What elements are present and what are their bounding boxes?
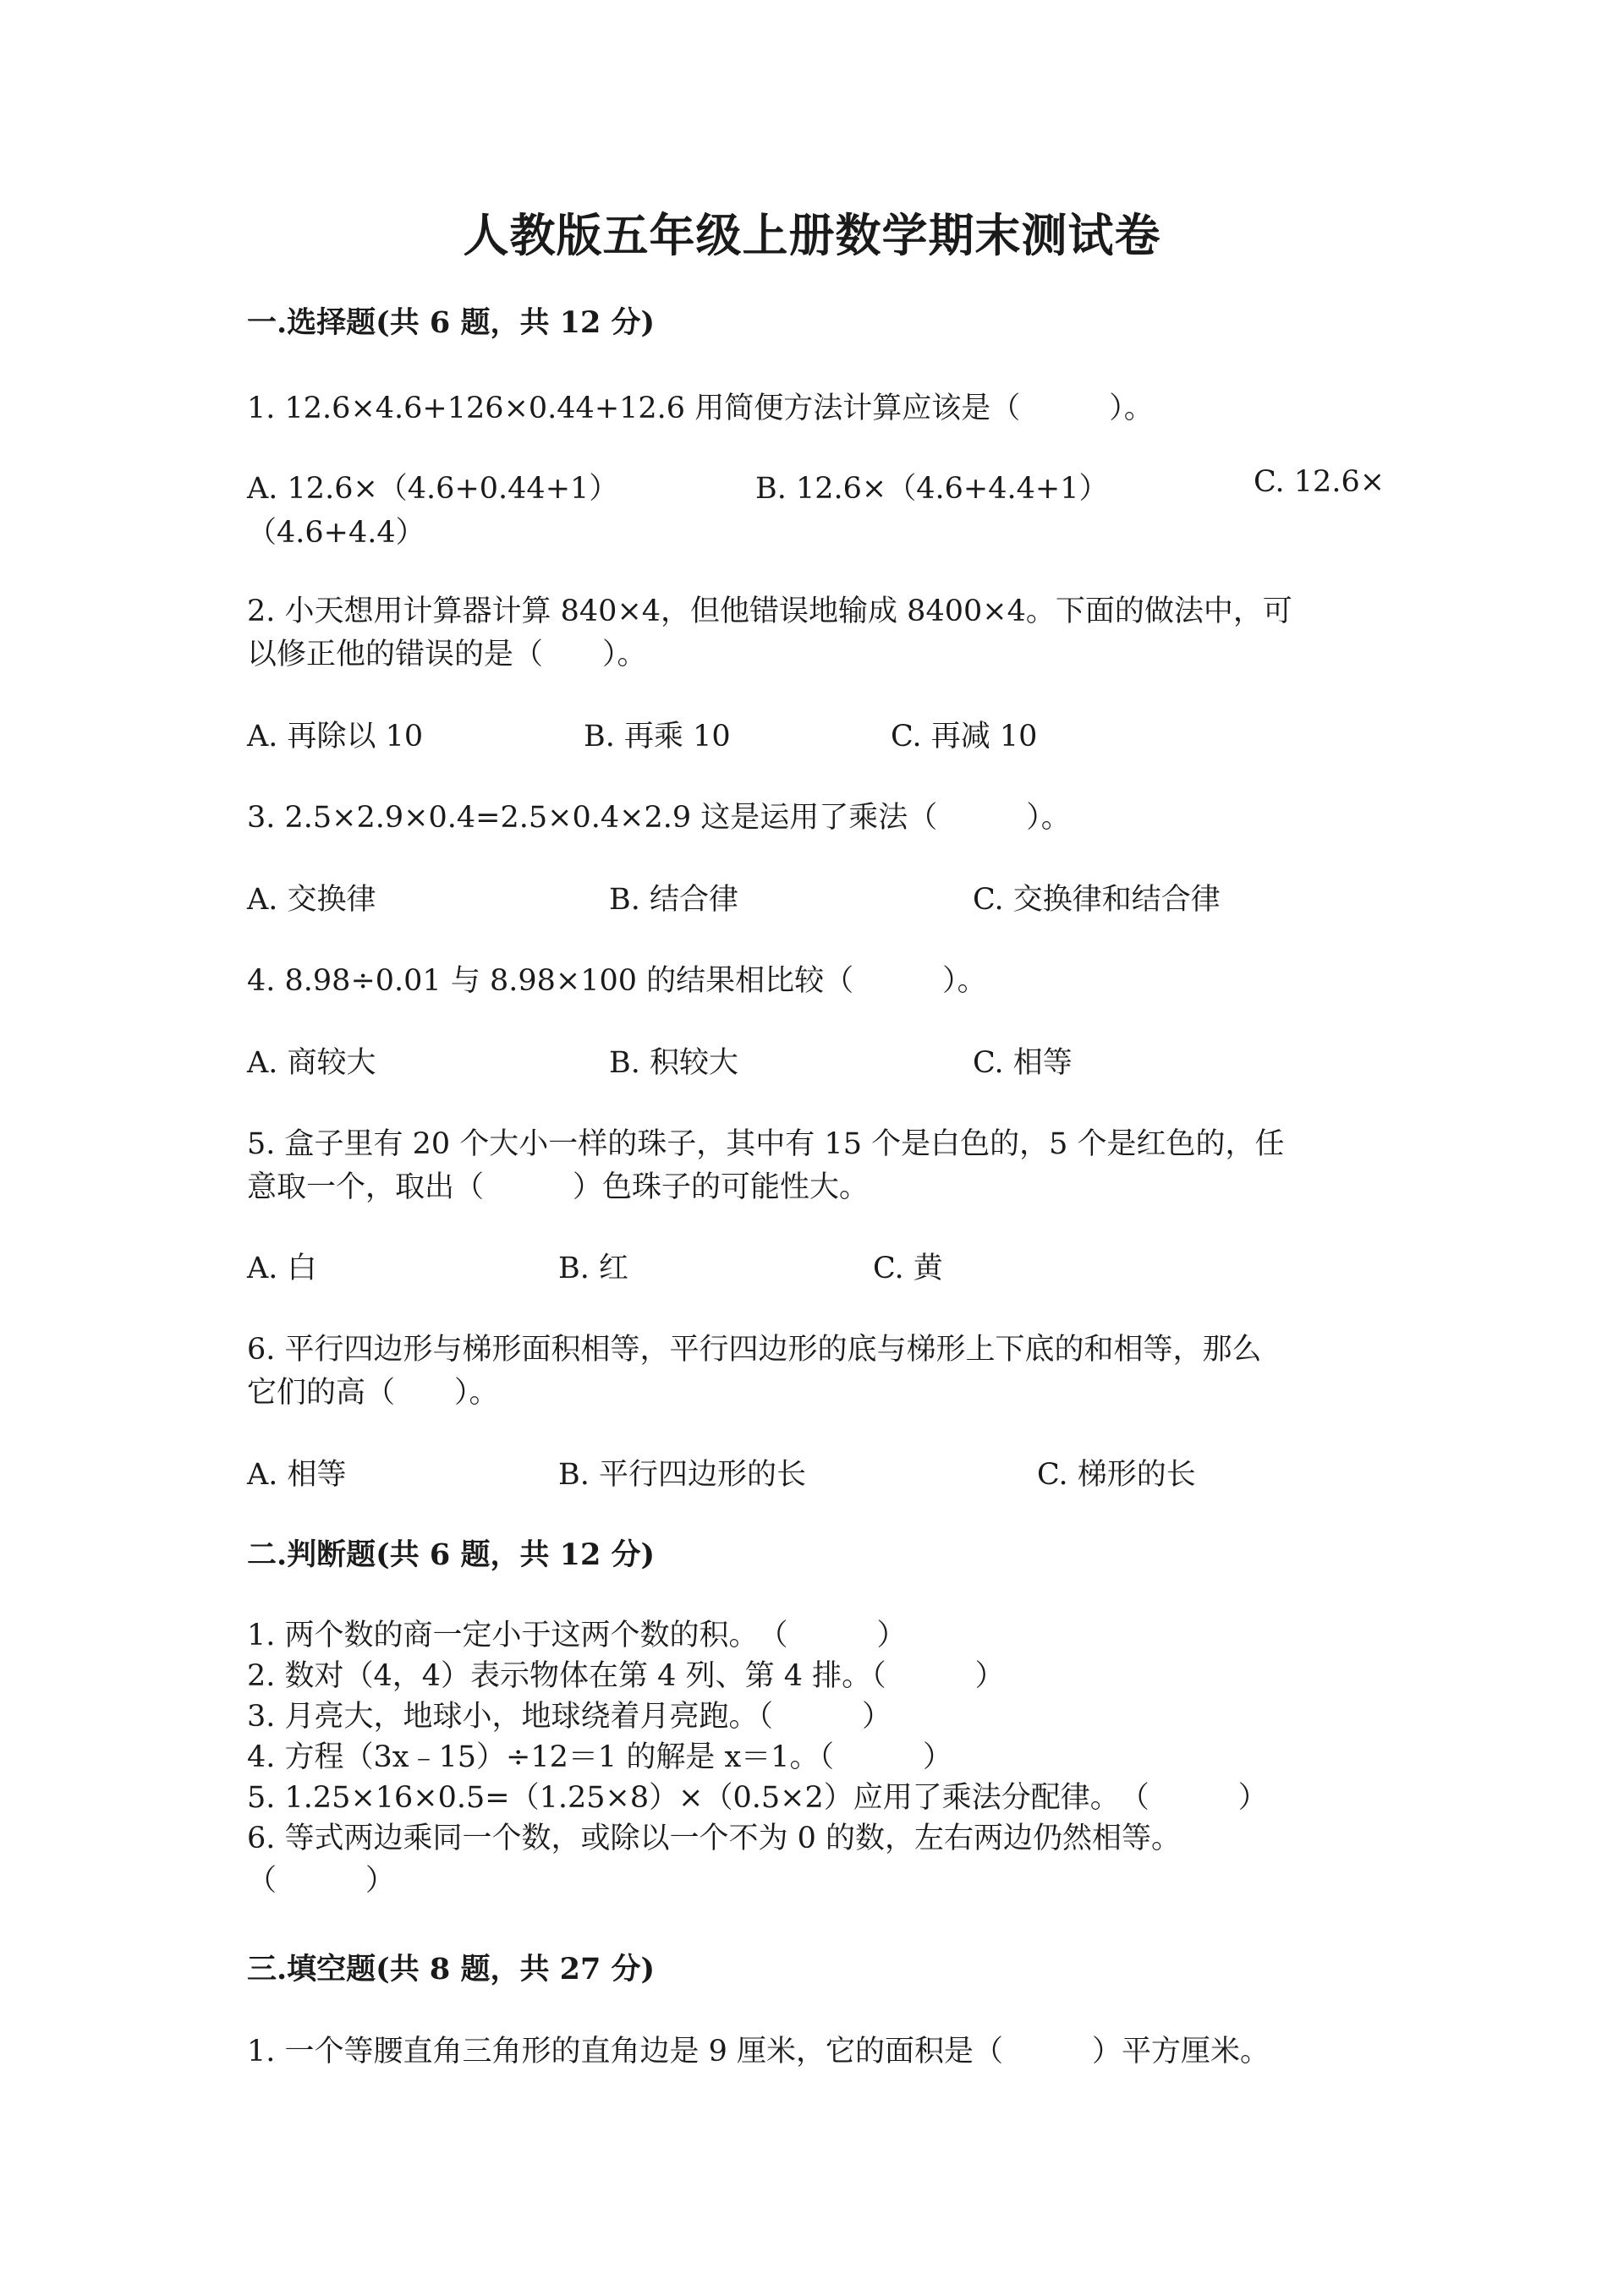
section-heading-judgement: 二.判断题(共 6 题，共 12 分) xyxy=(247,1537,656,1572)
option-b: B. 12.6×（4.6+4.4+1） xyxy=(755,472,1109,506)
option-c: C. 12.6× xyxy=(1254,465,1385,499)
judgement-item-continued: （ ） xyxy=(247,1864,396,1898)
option-c: C. 相等 xyxy=(973,1046,1073,1080)
option-b: B. 结合律 xyxy=(609,883,738,917)
exam-title: 人教版五年级上册数学期末测试卷 xyxy=(463,208,1161,262)
section-heading-choice: 一.选择题(共 6 题，共 12 分) xyxy=(247,305,656,340)
question-stem: 4. 8.98÷0.01 与 8.98×100 的结果相比较（ ）。 xyxy=(247,964,987,998)
judgement-item: 1. 两个数的商一定小于这两个数的积。 （ ） xyxy=(247,1619,907,1652)
question-stem-continued: 以修正他的错误的是（ ）。 xyxy=(247,638,647,671)
question-stem: 6. 平行四边形与梯形面积相等，平行四边形的底与梯形上下底的和相等，那么 xyxy=(247,1333,1262,1367)
section-heading-fill-blank: 三.填空题(共 8 题，共 27 分) xyxy=(247,1952,656,1986)
option-b: B. 积较大 xyxy=(609,1046,738,1080)
option-a: A. 白 xyxy=(247,1252,317,1285)
question-stem: 2. 小天想用计算器计算 840×4，但他错误地输成 8400×4。下面的做法中，可 xyxy=(247,595,1292,628)
option-b: B. 平行四边形的长 xyxy=(558,1458,806,1492)
option-c: C. 交换律和结合律 xyxy=(973,883,1221,917)
judgement-item: 2. 数对（4，4）表示物体在第 4 列、第 4 排。（ ） xyxy=(247,1659,1005,1693)
option-a: A. 12.6×（4.6+0.44+1） xyxy=(247,472,619,506)
option-c-continued: （4.6+4.4） xyxy=(247,516,425,550)
judgement-item: 5. 1.25×16×0.5=（1.25×8）×（0.5×2）应用了乘法分配律。 （ ） xyxy=(247,1781,1268,1815)
option-b: B. 红 xyxy=(558,1252,628,1285)
option-a: A. 商较大 xyxy=(247,1046,376,1080)
question-stem: 3. 2.5×2.9×0.4=2.5×0.4×2.9 这是运用了乘法（ ）。 xyxy=(247,801,1071,835)
option-a: A. 相等 xyxy=(247,1458,347,1492)
question-stem-continued: 意取一个，取出（ ）色珠子的可能性大。 xyxy=(247,1170,870,1204)
option-a: A. 交换律 xyxy=(247,883,376,917)
question-stem-continued: 它们的高（ ）。 xyxy=(247,1376,499,1410)
fill-blank-item: 1. 一个等腰直角三角形的直角边是 9 厘米，它的面积是（ ）平方厘米。 xyxy=(247,2035,1270,2069)
option-c: C. 梯形的长 xyxy=(1037,1458,1196,1492)
question-stem: 5. 盒子里有 20 个大小一样的珠子，其中有 15 个是白色的，5 个是红色的，任 xyxy=(247,1127,1285,1161)
judgement-item: 4. 方程（3x﹣15）÷12＝1 的解是 x＝1。（ ） xyxy=(247,1740,952,1774)
option-a: A. 再除以 10 xyxy=(247,720,424,753)
judgement-item: 6. 等式两边乘同一个数，或除以一个不为 0 的数，左右两边仍然相等。 xyxy=(247,1822,1182,1855)
option-b: B. 再乘 10 xyxy=(584,720,731,753)
question-stem: 1. 12.6×4.6+126×0.44+12.6 用简便方法计算应该是（ ）。 xyxy=(247,392,1154,425)
judgement-item: 3. 月亮大，地球小，地球绕着月亮跑。（ ） xyxy=(247,1700,892,1734)
option-c: C. 再减 10 xyxy=(891,720,1038,753)
option-c: C. 黄 xyxy=(873,1252,943,1285)
